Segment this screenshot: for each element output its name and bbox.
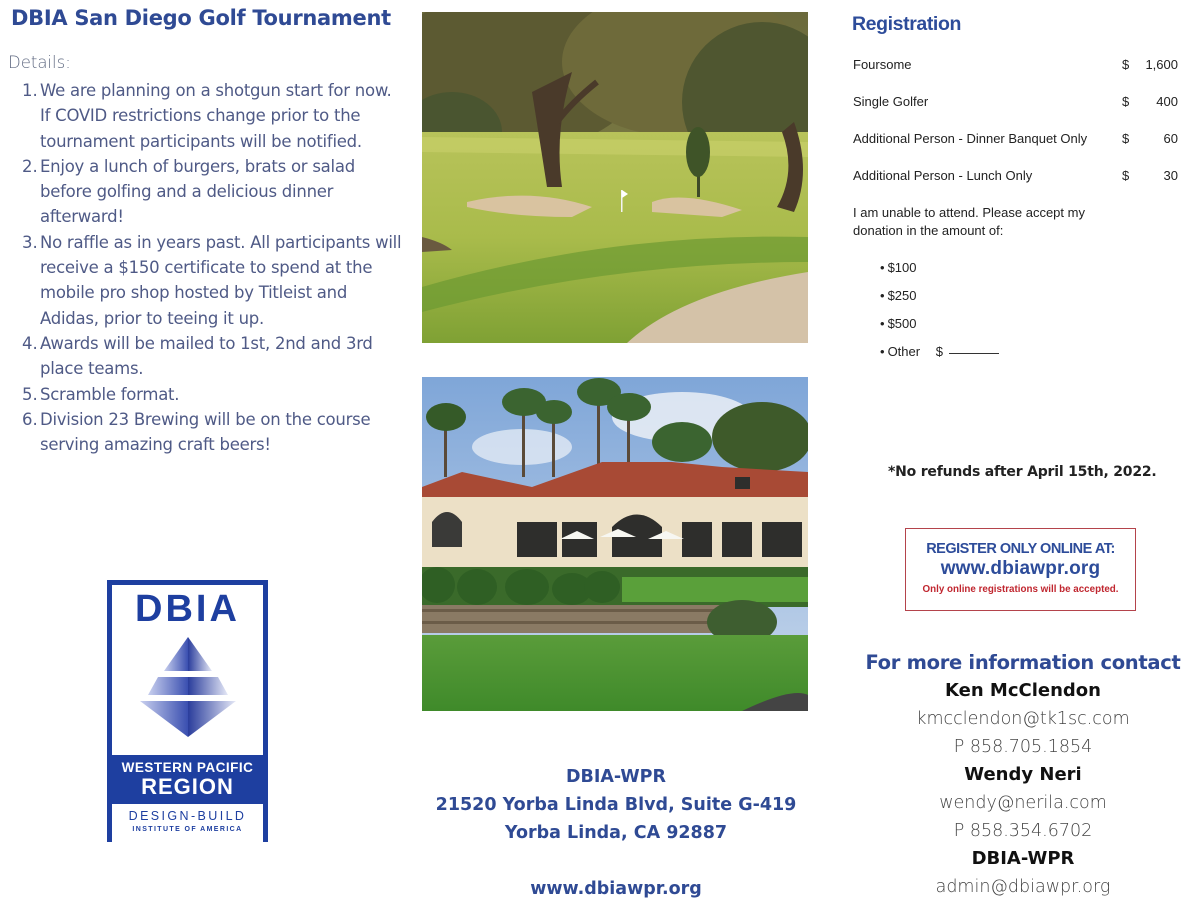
pyramid-icon bbox=[128, 633, 248, 743]
website-link[interactable]: www.dbiawpr.org bbox=[530, 879, 702, 899]
bullet-icon: • bbox=[880, 344, 885, 359]
donation-option-other bbox=[880, 344, 999, 359]
item-text: Awards will be mailed to 1st, 2nd and 3rd place teams. bbox=[40, 333, 373, 379]
address-city: Yorba Linda, CA 92887 bbox=[504, 823, 728, 843]
contact-name: Ken McClendon bbox=[945, 680, 1101, 701]
item-number: 2. bbox=[22, 156, 38, 176]
contact-email[interactable]: admin@dbiawpr.org bbox=[935, 877, 1111, 897]
contact-email[interactable]: kmcclendon@tk1sc.com bbox=[916, 709, 1130, 729]
register-online-box bbox=[905, 528, 1136, 611]
details-item bbox=[22, 407, 402, 458]
bullet-icon: • bbox=[880, 288, 885, 303]
logo-region-block bbox=[112, 760, 263, 799]
item-number: 1. bbox=[22, 81, 38, 100]
logo-region: REGION bbox=[141, 774, 234, 799]
bullet-icon: • bbox=[880, 316, 885, 331]
refund-notice: *No refunds after April 15th, 2022. bbox=[888, 464, 1157, 480]
row-amount: 400 bbox=[1156, 94, 1178, 109]
row-amount: 30 bbox=[1163, 168, 1178, 183]
logo-top-panel bbox=[112, 585, 263, 755]
option-label: $250 bbox=[887, 288, 917, 303]
details-item bbox=[22, 230, 402, 331]
row-amount: 60 bbox=[1163, 131, 1178, 146]
register-heading: REGISTER ONLY ONLINE AT: bbox=[926, 541, 1115, 557]
address-org: DBIA-WPR bbox=[565, 767, 666, 787]
option-label: Other bbox=[887, 344, 921, 359]
item-text: No raffle as in years past. All participants will receive a $150 certificate to spend at the mobile pro shop hosted by Titleist and Adidas, prior to teeing it up. bbox=[40, 232, 402, 328]
registration-row bbox=[853, 57, 1178, 75]
contact-name: Wendy Neri bbox=[964, 764, 1082, 785]
registration-title: Registration bbox=[852, 13, 961, 35]
row-currency: $ bbox=[1122, 94, 1130, 109]
donation-text: I am unable to attend. Please accept my donation in the amount of: bbox=[853, 205, 1085, 238]
logo-institute: INSTITUTE OF AMERICA bbox=[132, 826, 243, 833]
contact-phone: P 858.705.1854 bbox=[953, 737, 1093, 757]
logo-design-build: DESIGN-BUILD bbox=[128, 809, 247, 823]
row-currency: $ bbox=[1122, 57, 1130, 72]
contact-heading: For more information contact bbox=[865, 651, 1181, 674]
golf-course-photo bbox=[422, 12, 808, 343]
registration-row bbox=[853, 168, 1178, 186]
other-amount-blank bbox=[949, 353, 999, 354]
row-amount: 1,600 bbox=[1145, 57, 1178, 72]
dbia-logo bbox=[107, 580, 268, 842]
row-label: Single Golfer bbox=[853, 94, 929, 109]
donation-option-100 bbox=[880, 260, 916, 275]
item-number: 4. bbox=[22, 333, 38, 353]
row-label: Additional Person - Lunch Only bbox=[853, 168, 1033, 183]
organization-address bbox=[420, 763, 812, 903]
logo-bottom-panel bbox=[112, 804, 263, 842]
details-item bbox=[22, 382, 402, 407]
row-label: Additional Person - Dinner Banquet Only bbox=[853, 131, 1088, 146]
logo-western-pacific: WESTERN PACIFIC bbox=[121, 760, 254, 775]
address-street: 21520 Yorba Linda Blvd, Suite G-419 bbox=[435, 795, 797, 815]
register-url-link[interactable]: www.dbiawpr.org bbox=[940, 558, 1101, 579]
register-note: Only online registrations will be accepted. bbox=[922, 584, 1119, 595]
details-item bbox=[22, 154, 402, 230]
contact-section bbox=[850, 649, 1196, 901]
option-label: $100 bbox=[887, 260, 917, 275]
clubhouse-photo bbox=[422, 377, 808, 711]
logo-dbia-text: DBIA bbox=[135, 588, 240, 630]
registration-row bbox=[853, 94, 1178, 112]
contact-phone: P 858.354.6702 bbox=[953, 821, 1093, 841]
item-text: We are planning on a shotgun start for now. If COVID restrictions change prior to the tournament participants will be notified. bbox=[40, 81, 392, 151]
page-title: DBIA San Diego Golf Tournament bbox=[11, 6, 391, 30]
row-label: Foursome bbox=[853, 57, 912, 72]
registration-row bbox=[853, 131, 1178, 149]
item-text: Division 23 Brewing will be on the course serving amazing craft beers! bbox=[40, 409, 371, 455]
contact-name: DBIA-WPR bbox=[971, 848, 1075, 869]
bullet-icon: • bbox=[880, 260, 885, 275]
item-number: 6. bbox=[22, 409, 38, 429]
contact-email[interactable]: wendy@nerila.com bbox=[939, 793, 1107, 813]
item-text: Scramble format. bbox=[40, 384, 180, 404]
details-list bbox=[22, 78, 402, 457]
option-label: $500 bbox=[887, 316, 917, 331]
donation-option-250 bbox=[880, 288, 916, 303]
details-item bbox=[22, 331, 402, 382]
details-label: Details: bbox=[8, 53, 71, 72]
item-number: 5. bbox=[22, 384, 38, 404]
row-currency: $ bbox=[1122, 168, 1130, 183]
option-currency: $ bbox=[935, 344, 943, 359]
details-item bbox=[22, 78, 402, 154]
item-number: 3. bbox=[22, 232, 38, 252]
donation-option-500 bbox=[880, 316, 916, 331]
item-text: Enjoy a lunch of burgers, brats or salad before golfing and a delicious dinner afterward! bbox=[40, 156, 355, 227]
row-currency: $ bbox=[1122, 131, 1130, 146]
